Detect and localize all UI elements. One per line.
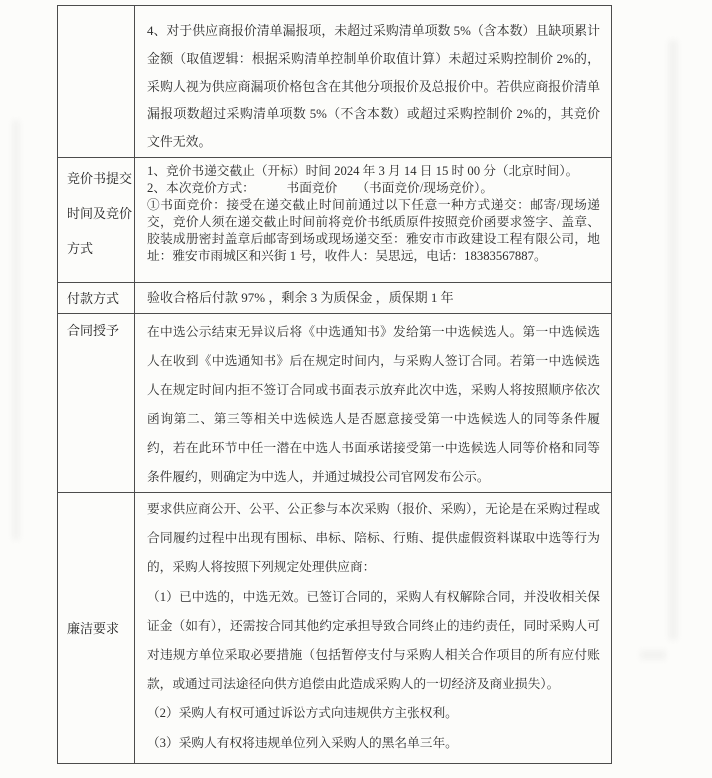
row-label <box>58 283 135 313</box>
paragraph: 1、竞价书递交截止（开标）时间 2024 年 3 月 14 日 15 时 00 分（北京时间）。 <box>147 163 579 178</box>
table-row-payment-method <box>58 282 611 313</box>
scan-artifact <box>640 650 666 660</box>
paragraph: （3）采购人有权将违规单位列入采购人的黑名单三年。 <box>147 735 458 750</box>
row-label <box>58 493 135 763</box>
table-row-contract-award <box>58 313 611 492</box>
row-content <box>135 6 611 157</box>
paragraph: （1）已中选的，中选无效。已签订合同的，采购人有权解除合同，并没收相关保证金（如有），还需按合同其他约定承担导致合同终止的违约责任，同时采购人可对违规方单位采取必要措施（包括暂停支付与采购人相关合作项目的所有应付账款，或通过司法途径向供方追偿由此造成采购人的一切经济及商业损失）。 <box>147 589 600 692</box>
row-content <box>135 283 611 313</box>
row-content <box>135 314 611 492</box>
scan-artifact <box>12 120 20 540</box>
table-row-submission-time-method <box>58 157 611 282</box>
paragraph: 4、对于供应商报价清单漏报项，未超过采购清单项数 5%（含本数）且缺项累计金额（取值逻辑：根据采购清单控制单价取值计算）未超过采购控制价 2%的，采购人视为供应商漏项价格包含在其他分项报价及总报价中。若供应商报价清单漏报项数超过采购清单项数 5%（不含本数）或超过采购控制价 2%的，其竞价文件无效。 <box>147 24 600 150</box>
procurement-terms-table <box>57 5 612 764</box>
paragraph: 2、本次竞价方式： 书面竞价 （书面竞价/现场竞价）。 <box>147 180 494 195</box>
row-content <box>135 493 611 763</box>
paragraph: 验收合格后付款 97% ，剩余 3 为质保金 ，质保期 1 年 <box>147 289 454 305</box>
row-label-text: 竞价书提交时间及竞价方式 <box>67 170 133 256</box>
table-row-missing-items-clause <box>58 6 611 157</box>
scan-artifact <box>668 40 678 640</box>
paragraph: 在中选公示结束无异议后将《中选通知书》发给第一中选候选人。第一中选候选人在收到《中选通知书》后在规定时间内，与采购人签订合同。若第一中选候选人在规定时间内拒不签订合同或书面表示放弃此次中选，采购人将按照顺序依次函询第二、第三等相关中选候选人是否愿意接受第一中选候选人的同等条件履约，若在此环节中任一潜在中选人书面承诺接受第一中选候选人同等价格和同等条件履约，则确定为中选人，并通过城投公司官网发布公示。 <box>147 324 600 484</box>
row-label-empty <box>58 6 135 157</box>
paragraph: 要求供应商公开、公平、公正参与本次采购（报价、采购），无论是在采购过程或合同履约过程中出现有围标、串标、陪标、行贿、提供虚假资料谋取中选等行为的，采购人将按照下列规定处理供应商： <box>147 501 600 575</box>
paragraph: （2）采购人有权可通过诉讼方式向违规供方主张权利。 <box>147 706 458 721</box>
table-row-integrity-requirements <box>58 492 611 763</box>
row-label-text: 廉洁要求 <box>67 621 120 637</box>
row-label-text: 合同授予 <box>67 322 120 338</box>
row-content <box>135 158 611 282</box>
row-label <box>58 314 135 492</box>
paragraph: ①书面竞价：接受在递交截止时间前通过以下任意一种方式递交：邮寄/现场递交，竞价人须在递交截止时间前将竞价书纸质原件按照竞价函要求签字、盖章、胶装成册密封盖章后邮寄到场或现场递交至：雅安市市政建设工程有限公司，地址：雅安市雨城区和兴街 1 号，收件人：吴思远，电话：18383567887。 <box>147 197 600 263</box>
row-label-text: 付款方式 <box>67 291 120 307</box>
row-label <box>58 158 135 282</box>
